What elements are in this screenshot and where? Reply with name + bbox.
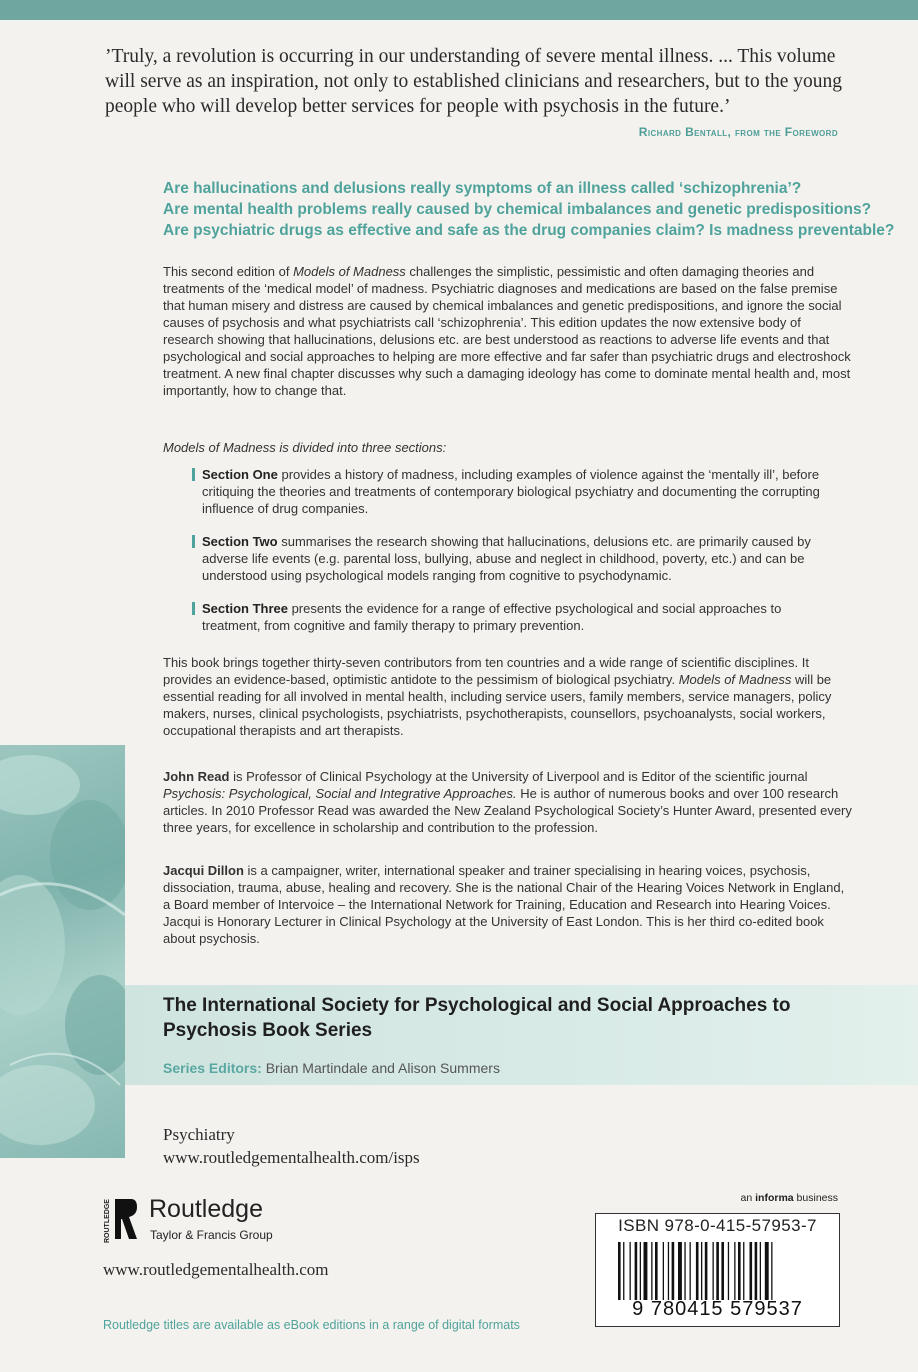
bullet-bar-icon (192, 468, 195, 481)
barcode-bar (640, 1242, 641, 1300)
barcode-bar (713, 1242, 714, 1300)
top-color-band (0, 0, 918, 20)
section-name: Section One (202, 467, 278, 482)
book-title: Models of Madness (293, 264, 406, 279)
svg-text:ROUTLEDGE: ROUTLEDGE (104, 1199, 111, 1243)
author-bio-dillon: Jacqui Dillon is a campaigner, writer, international speaker and trainer specialising in hearing voices, psychosis, dissociation, trauma, abuse, healing and recovery. She is the national Chair of the Hearing Voices Network in England, a Board member of Intervoice – the International Network for Training, Education and Research into Hearing Voices. Jacqui is Honorary Lecturer in Clinical Psychology at the University of East London. This is her third co-edited book about psychosis. (163, 863, 845, 946)
cover-artwork-strip (0, 745, 125, 1158)
bullet-bar-icon (192, 535, 195, 548)
barcode-bar (644, 1242, 648, 1300)
barcode-bar (635, 1242, 638, 1300)
barcode-bar (618, 1242, 621, 1300)
barcode-bar (743, 1242, 744, 1300)
journal-title: Psychosis: Psychological, Social and Integrative Approaches. (163, 786, 517, 801)
barcode-bar (716, 1242, 719, 1300)
series-url: www.routledgementalhealth.com/isps (163, 1148, 420, 1167)
subject-block (163, 1123, 420, 1169)
subject-category: Psychiatry (163, 1125, 235, 1144)
barcode-bar (672, 1242, 675, 1300)
ebook-note: Routledge titles are available as eBook editions in a range of digital formats (103, 1318, 520, 1332)
foreword-quote: ’Truly, a revolution is occurring in our understanding of severe mental illness. ... This volume will serve as an inspiration, not only to established clinicians and researchers, but to the young people who will develop better services for people with psychosis in the future.’ (105, 46, 843, 117)
barcode-bar (738, 1242, 741, 1300)
section-name: Section Three (202, 601, 288, 616)
barcode-bar (655, 1242, 658, 1300)
barcode-bar (663, 1242, 664, 1300)
series-editors (163, 1060, 500, 1076)
publisher-url: www.routledgementalhealth.com (103, 1260, 329, 1279)
author-name: Jacqui Dillon (163, 863, 244, 878)
barcode-bar (623, 1242, 624, 1300)
series-editors-names: Brian Martindale and Alison Summers (265, 1060, 500, 1076)
barcode-bar (728, 1242, 729, 1300)
list-item: Section Three presents the evidence for a range of effective psychological and social approaches to treatment, from cognitive and family therapy to primary prevention. (192, 600, 842, 634)
barcode-bar (771, 1242, 772, 1300)
barcode-icon (618, 1242, 818, 1300)
series-title: The International Society for Psychological and Social Approaches to Psychosis Book Series (163, 995, 791, 1041)
barcode-bar (678, 1242, 682, 1300)
barcode-bar (701, 1242, 702, 1300)
barcode-bar (705, 1242, 708, 1300)
barcode-bar (684, 1242, 685, 1300)
isbn-digits: 9 780415 579537 (632, 1298, 803, 1320)
barcode-bar (696, 1242, 699, 1300)
question-line: Are psychiatric drugs as effective and safe as the drug companies claim? Is madness preventable? (163, 222, 895, 239)
routledge-r-icon (103, 1195, 139, 1247)
barcode-bar (765, 1242, 769, 1300)
isbn-label: ISBN 978-0-415-57953-7 (618, 1216, 817, 1235)
sections-list (192, 466, 842, 650)
barcode-bar (651, 1242, 652, 1300)
bullet-bar-icon (192, 602, 195, 615)
publisher-group: Taylor & Francis Group (150, 1228, 273, 1242)
publisher-name: Routledge (149, 1195, 263, 1223)
barcode-bar (668, 1242, 669, 1300)
isbn-barcode (595, 1213, 840, 1327)
author-bio-read: John Read is Professor of Clinical Psychology at the University of Liverpool and is Editor of the scientific journal Psychosis: Psychological, Social and Integrative Approaches. He is author of numerous books and over 100 research articles. In 2010 Professor Read was awarded the New Zealand Psychological Society’s Hunter Award, presented every three years, for excellence in scholarship and contribution to the profession. (163, 769, 852, 835)
author-name: John Read (163, 769, 230, 784)
barcode-bar (690, 1242, 691, 1300)
quote-attribution: Richard Bentall, from the Foreword (638, 125, 838, 139)
intro-paragraph: This second edition of Models of Madness challenges the simplistic, pessimistic and often damaging theories and treatments of the ‘medical model’ of madness. Psychiatric diagnoses and medications are based on the false premise that human misery and distress are caused by chemical imbalances and genetic predispositions, and ignore the social causes of psychosis and what psychiatrists call ‘schizophrenia’. This edition updates the now extensive body of research showing that hallucinations, delusions etc. are best understood as reactions to adverse life events and that psychological and social approaches to helping are more effective and far safer than psychiatric drugs and electroshock treatment. A new final chapter discusses why such a damaging ideology has come to dominate mental health and, most importantly, how to change that. (163, 264, 851, 398)
contributors-paragraph: This book brings together thirty-seven contributors from ten countries and a wide range of scientific disciplines. It provides an evidence-based, optimistic antidote to the pessimism of biological psychiatry. Models of Madness will be essential reading for all involved in mental health, including service users, family members, service managers, policy makers, nurses, clinical psychologists, psychiatrists, psychotherapists, counsellors, psychoanalysts, social workers, occupational therapists and art therapists. (163, 655, 832, 738)
barcode-bar (760, 1242, 761, 1300)
sections-intro: Models of Madness is divided into three sections: (163, 440, 447, 455)
series-editors-label: Series Editors: (163, 1060, 262, 1076)
question-line: Are hallucinations and delusions really symptoms of an illness called ‘schizophrenia’? (163, 180, 802, 197)
leaf-pattern-image (0, 745, 125, 1158)
section-name: Section Two (202, 534, 278, 549)
informa-tagline: an informa business (740, 1192, 838, 1204)
question-line: Are mental health problems really caused by chemical imbalances and genetic predispositions? (163, 201, 872, 218)
barcode-bar (750, 1242, 753, 1300)
publisher-logo (103, 1195, 343, 1250)
list-item: Section Two summarises the research showing that hallucinations, delusions etc. are primarily caused by adverse life events (e.g. parental loss, bullying, abuse and neglect in childhood, poverty, etc.) and can be understood using psychological models ranging from cognitive to psychodynamic. (192, 533, 842, 584)
barcode-bar (734, 1242, 735, 1300)
barcode-bar (755, 1242, 758, 1300)
key-questions (163, 178, 895, 241)
barcode-bar (630, 1242, 631, 1300)
barcode-bar (721, 1242, 724, 1300)
list-item: Section One provides a history of madness, including examples of violence against the ‘mentally ill’, before critiquing the theories and treatments of contemporary biological psychiatry and documenting the corrupting influence of drug companies. (192, 466, 842, 517)
